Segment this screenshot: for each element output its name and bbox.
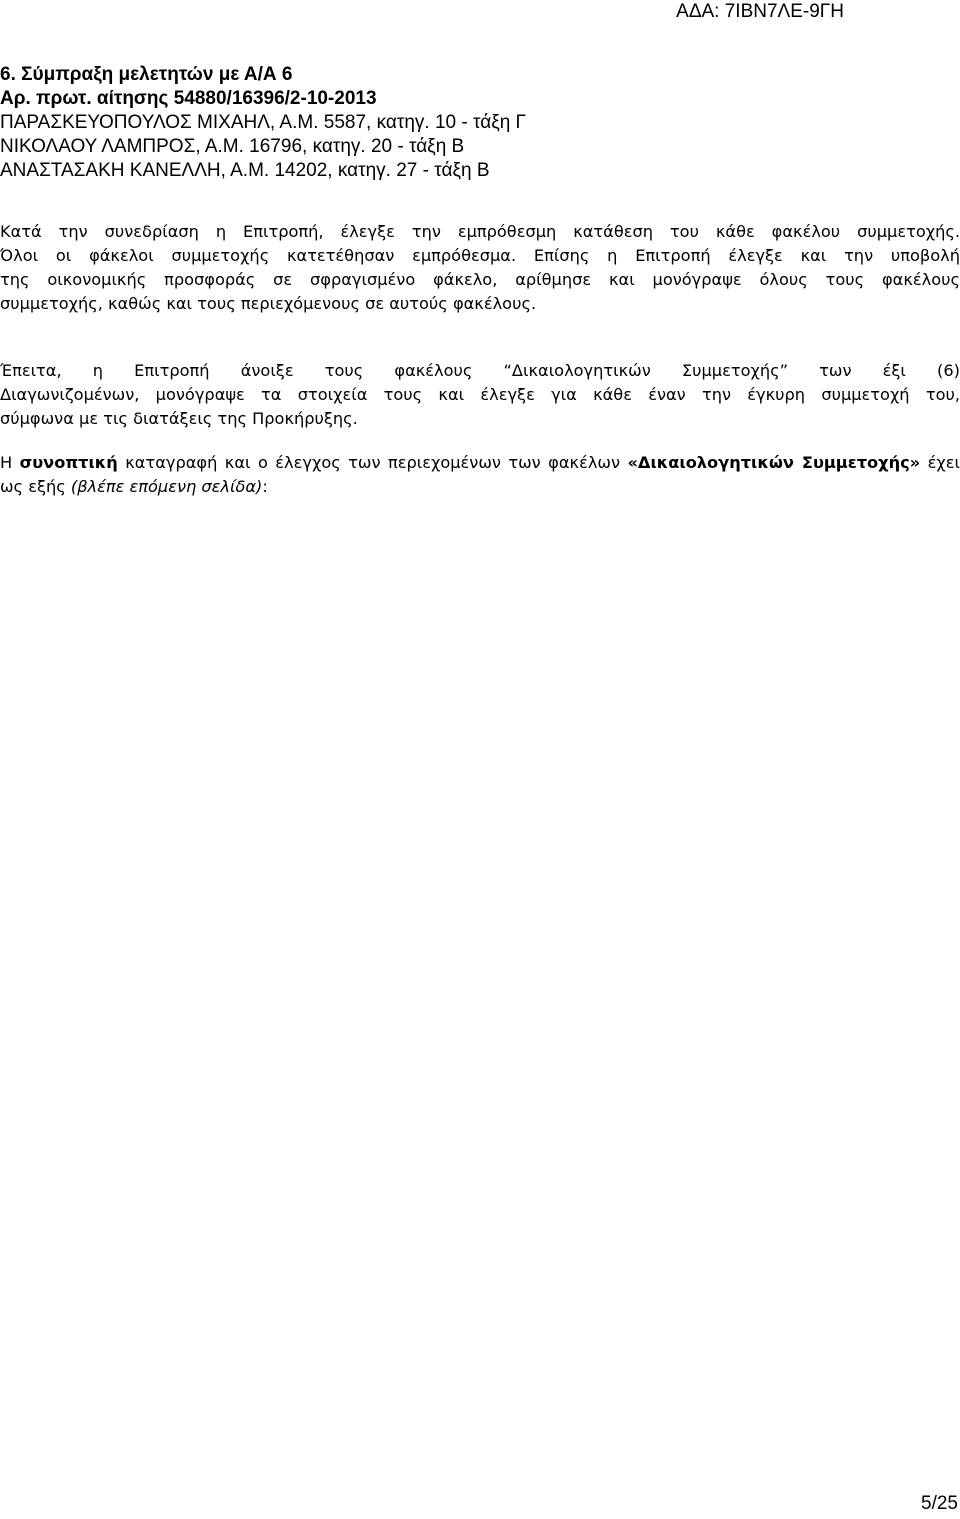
member-line: ΠΑΡΑΣΚΕΥΟΠΟΥΛΟΣ ΜΙΧΑΗΛ, Α.Μ. 5587, κατηγ. 10 - τάξη Γ bbox=[0, 112, 527, 133]
paragraph-submission-check bbox=[0, 220, 960, 316]
section-title: 6. Σύμπραξη μελετητών με Α/Α 6 bbox=[0, 64, 293, 85]
summary-text: : bbox=[262, 477, 268, 496]
summary-text: Η bbox=[0, 453, 20, 472]
summary-bold-term: συνοπτική bbox=[19, 453, 118, 472]
paragraph-line: Κατά την συνεδρίαση η Επιτροπή, έλεγξε την εμπρόθεσμη κατάθεση του κάθε φακέλου συμμετοχής. bbox=[0, 222, 960, 241]
ada-code: ΑΔΑ: 7ΙΒΝ7ΛΕ-9ΓΗ bbox=[676, 1, 844, 22]
paragraph-line: Διαγωνιζομένων, μονόγραψε τα στοιχεία τους και έλεγξε για κάθε έναν την έγκυρη συμμετοχή του, bbox=[0, 385, 960, 404]
paragraph-line: σύμφωνα με τις διατάξεις της Προκήρυξης. bbox=[0, 409, 358, 428]
section-header bbox=[0, 63, 526, 183]
summary-bold-title: «Δικαιολογητικών Συμμετοχής» bbox=[627, 453, 921, 472]
summary-text: καταγραφή και ο έλεγχος των περιεχομένων των φακέλων bbox=[117, 453, 628, 472]
application-number: Αρ. πρωτ. αίτησης 54880/16396/2-10-2013 bbox=[0, 88, 377, 109]
paragraph-line: Έπειτα, η Επιτροπή άνοιξε τους φακέλους “Δικαιολογητικών Συμμετοχής” των έξι (6) bbox=[0, 361, 960, 380]
member-line: ΝΙΚΟΛΑΟΥ ΛΑΜΠΡΟΣ, Α.Μ. 16796, κατηγ. 20 - τάξη Β bbox=[0, 136, 465, 157]
summary-text: έχει ως εξής bbox=[0, 453, 960, 496]
paragraph-documents-opened bbox=[0, 359, 960, 431]
paragraph-line: της οικονομικής προσφοράς σε σφραγισμένο φάκελο, αρίθμησε και μονόγραψε όλους τους φακέλους bbox=[0, 270, 960, 289]
paragraph-line: συμμετοχής, καθώς και τους περιεχόμενους σε αυτούς φακέλους. bbox=[0, 294, 537, 313]
member-line: ΑΝΑΣΤΑΣΑΚΗ ΚΑΝΕΛΛΗ, Α.Μ. 14202, κατηγ. 27 - τάξη Β bbox=[0, 160, 490, 181]
next-page-note: (βλέπε επόμενη σελίδα) bbox=[70, 477, 263, 496]
page-number: 5/25 bbox=[921, 1493, 958, 1514]
paragraph-summary-intro bbox=[0, 451, 960, 499]
paragraph-line: Όλοι οι φάκελοι συμμετοχής κατετέθησαν εμπρόθεσμα. Επίσης η Επιτροπή έλεγξε και την υποβολή bbox=[0, 246, 960, 265]
